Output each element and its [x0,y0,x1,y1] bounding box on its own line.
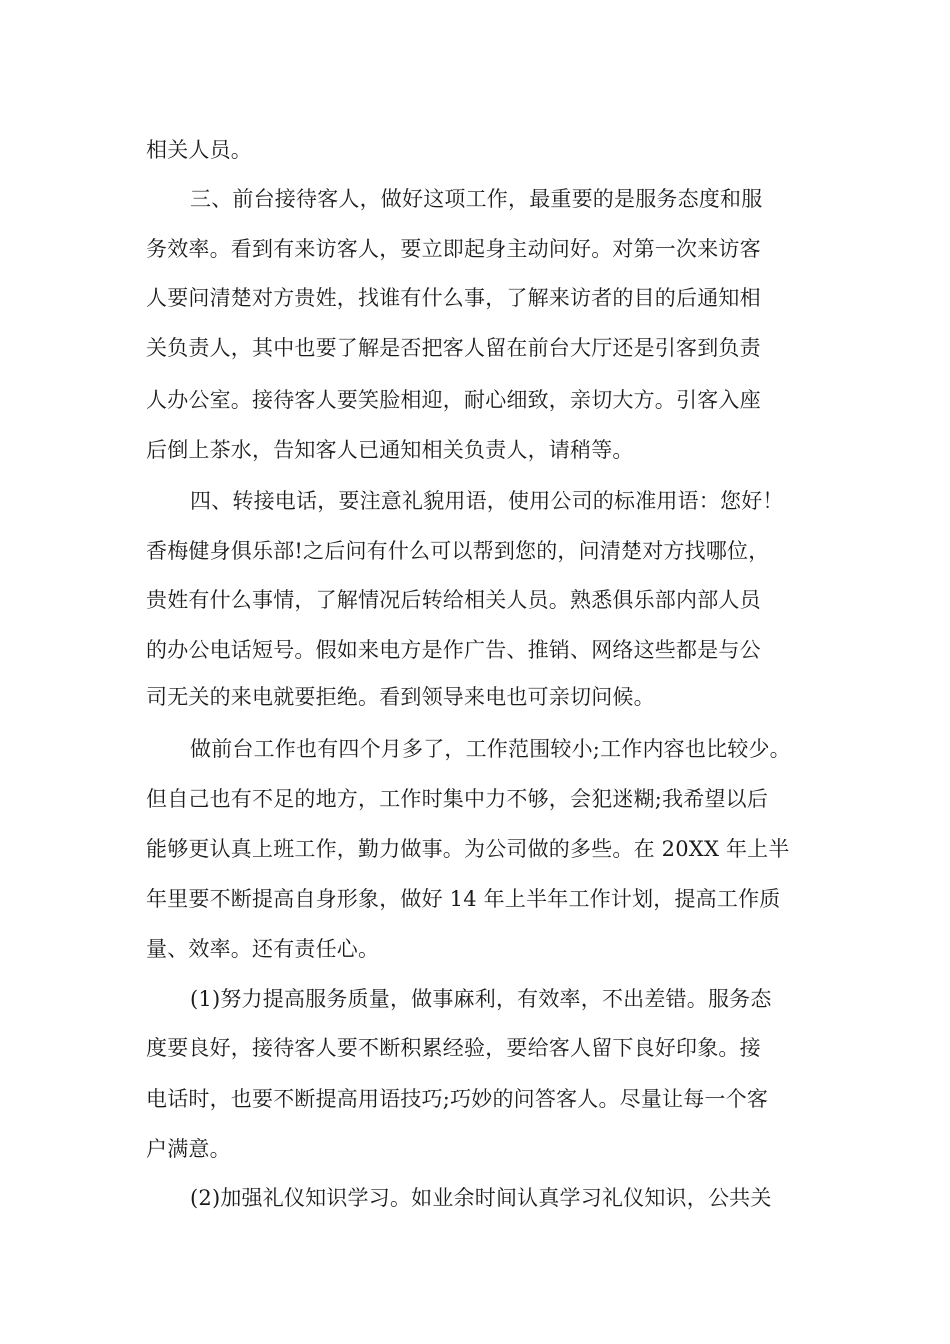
text-line: 四、转接电话，要注意礼貌用语，使用公司的标准用语：您好！ [190,489,784,513]
text-line: 关负责人，其中也要了解是否把客人留在前台大厅还是引客到负责 [146,336,761,360]
text-line: 人要问清楚对方贵姓，找谁有什么事，了解来访者的目的后通知相 [146,286,761,310]
text-line: 电话时，也要不断提高用语技巧;巧妙的问答客人。尽量让每一个客 [146,1087,769,1111]
text-line: 务效率。看到有来访客人，要立即起身主动问好。对第一次来访客 [146,237,761,261]
text-line: 度要良好，接待客人要不断积累经验，要给客人留下良好印象。接 [146,1036,761,1060]
text-line: 司无关的来电就要拒绝。看到领导来电也可亲切问候。 [146,685,655,709]
text-line: 但自己也有不足的地方，工作时集中力不够，会犯迷糊;我希望以后 [146,787,769,811]
text-line: (2)加强礼仪知识学习。如业余时间认真学习礼仪知识，公共关 [190,1186,772,1210]
text-line: (1)努力提高服务质量，做事麻利，有效率，不出差错。服务态 [190,987,772,1011]
text-line: 三、前台接待客人，做好这项工作，最重要的是服务态度和服 [190,187,763,211]
text-line: 年里要不断提高自身形象，做好 14 年上半年工作计划，提高工作质 [146,887,781,911]
text-line: 香梅健身俱乐部!之后问有什么可以帮到您的，问清楚对方找哪位， [146,539,770,563]
text-line: 人办公室。接待客人要笑脸相迎，耐心细致，亲切大方。引客入座 [146,388,761,412]
text-line: 的办公电话短号。假如来电方是作广告、推销、网络这些都是与公 [146,638,761,662]
text-line: 贵姓有什么事情，了解情况后转给相关人员。熟悉俱乐部内部人员 [146,588,761,612]
text-line: 能够更认真上班工作，勤力做事。为公司做的多些。在 20XX 年上半 [146,837,790,861]
text-line: 做前台工作也有四个月多了，工作范围较小;工作内容也比较少。 [190,737,791,761]
text-line: 量、效率。还有责任心。 [146,937,380,961]
text-line: 户满意。 [146,1137,231,1161]
text-line: 后倒上茶水，告知客人已通知相关负责人，请稍等。 [146,438,634,462]
text-line: 相关人员。 [146,138,252,162]
